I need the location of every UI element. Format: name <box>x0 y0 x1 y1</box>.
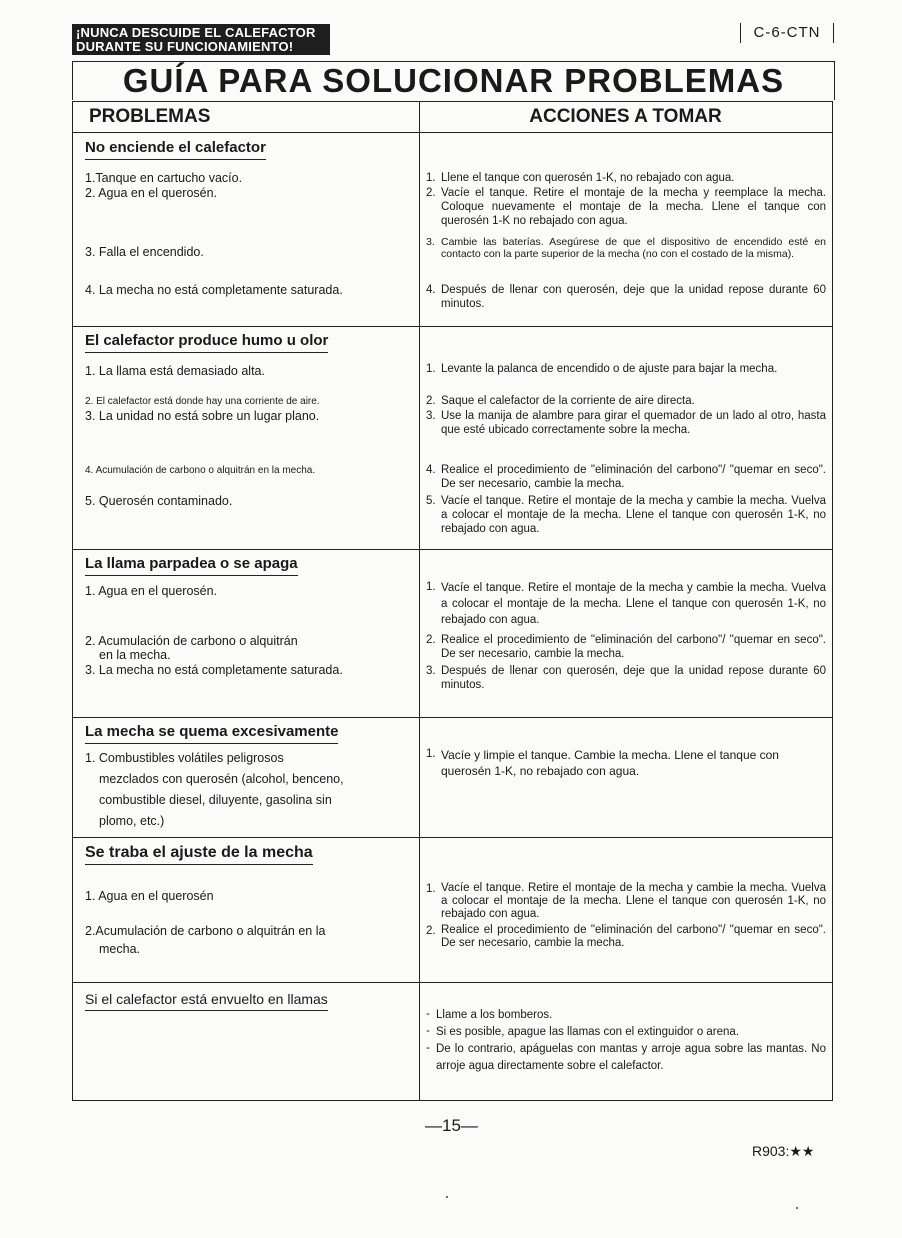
action-item <box>426 186 826 228</box>
action-text: Vacíe el tanque. Retire el montaje de la mecha y cambie la mecha. Vuelva a colocar el montaje de la mecha. Llene el tanque con querosén 1-K, no rebajado con agua. <box>441 495 826 535</box>
action-number: 1. <box>426 581 436 593</box>
action-item <box>426 580 826 628</box>
action-number: 1. <box>426 172 436 184</box>
action-number: 3. <box>426 410 436 422</box>
action-item <box>426 664 826 692</box>
action-item <box>426 283 826 311</box>
action-text: Realice el procedimiento de "eliminación del carbono"/ "quemar en seco". De ser necesario, cambie la mecha. <box>441 634 826 660</box>
problem-item: 1. La llama está demasiado alta. <box>85 364 265 378</box>
problem-item <box>85 814 415 828</box>
problem-item: 2.Acumulación de carbono o alquitrán en la <box>85 924 326 938</box>
problem-continuation: mecha. <box>99 942 140 956</box>
action-text: Vacíe el tanque. Retire el montaje de la mecha y cambie la mecha. Vuelva a colocar el montaje de la mecha. Llene el tanque con querosén 1-K, no rebajado con agua. <box>441 882 826 920</box>
action-item <box>426 924 826 950</box>
problem-item: 3. La mecha no está completamente saturada. <box>85 663 343 677</box>
action-text: Vacíe y limpie el tanque. Cambie la mecha. Llene el tanque con querosén 1-K, no rebajado con agua. <box>441 748 779 778</box>
action-bullet: - <box>426 1025 430 1037</box>
section-title: Si el calefactor está envuelto en llamas <box>85 990 328 1011</box>
section-title: No enciende el calefactor <box>85 139 266 160</box>
problem-item <box>85 793 415 807</box>
action-number: 2. <box>426 925 436 937</box>
action-item <box>426 463 826 491</box>
problem-item: 4. La mecha no está completamente saturada. <box>85 283 343 297</box>
section-divider <box>73 549 832 550</box>
problem-item <box>85 942 415 956</box>
action-text: Realice el procedimiento de "eliminación del carbono"/ "quemar en seco". De ser necesario, cambie la mecha. <box>441 924 826 949</box>
actions-header: ACCIONES A TOMAR <box>529 106 722 127</box>
action-text: Si es posible, apague las llamas con el extinguidor o arena. <box>436 1026 740 1038</box>
section-divider <box>73 326 832 327</box>
action-text: Saque el calefactor de la corriente de aire directa. <box>441 395 695 407</box>
problem-item: 1. Agua en el querosén. <box>85 584 218 598</box>
action-number: 3. <box>426 665 436 677</box>
action-number: 1. <box>426 748 436 760</box>
problem-item <box>85 648 415 662</box>
action-item <box>426 394 826 408</box>
section-divider <box>73 982 832 983</box>
action-item <box>426 362 826 376</box>
action-text: Realice el procedimiento de "eliminación del carbono"/ "quemar en seco". De ser necesario, cambie la mecha. <box>441 464 826 490</box>
action-item <box>426 1041 826 1075</box>
action-text: Llame a los bomberos. <box>436 1009 553 1021</box>
action-text: De lo contrario, apáguelas con mantas y arroje agua sobre las mantas. No arroje agua directamente sobre el calefactor. <box>436 1043 826 1072</box>
section-title: El calefactor produce humo u olor <box>85 332 328 353</box>
warning-line-1: ¡NUNCA DESCUIDE EL CALEFACTOR <box>76 25 316 40</box>
page-title: GUÍA PARA SOLUCIONAR PROBLEMAS <box>122 62 785 99</box>
scan-speck <box>796 1207 798 1209</box>
action-text: Vacíe el tanque. Retire el montaje de la mecha y cambie la mecha. Vuelva a colocar el montaje de la mecha. Llene el tanque con querosén 1-K, no rebajado con agua. <box>441 582 826 626</box>
warning-banner <box>72 24 330 55</box>
problem-continuation: en la mecha. <box>99 648 171 662</box>
action-text: Vacíe el tanque. Retire el montaje de la mecha y reemplace la mecha. Coloque nuevamente el montaje de la mecha. Llene el tanque con querosén 1-K no rebajado con agua. <box>441 187 826 227</box>
action-text: Levante la palanca de encendido o de ajuste para bajar la mecha. <box>441 363 778 375</box>
troubleshooting-table <box>72 101 833 1101</box>
action-number: 2. <box>426 634 436 646</box>
section-title: La mecha se quema excesivamente <box>85 723 338 744</box>
problems-header: PROBLEMAS <box>89 106 211 127</box>
action-number: 1. <box>426 363 436 375</box>
action-number: 5. <box>426 495 436 507</box>
action-item <box>426 882 826 921</box>
action-number: 4. <box>426 284 436 296</box>
section-divider <box>73 837 832 838</box>
header-divider <box>73 132 832 133</box>
action-item <box>426 409 826 437</box>
problem-item: 2. El calefactor está donde hay una corriente de aire. <box>85 396 320 407</box>
problem-item: 2. Agua en el querosén. <box>85 186 218 200</box>
action-number: 2. <box>426 395 436 407</box>
column-divider <box>419 102 420 1100</box>
action-item <box>426 1007 826 1024</box>
problem-continuation: mezclados con querosén (alcohol, benceno, <box>99 772 344 786</box>
page-number: —15— <box>425 1116 478 1135</box>
action-item <box>426 236 826 260</box>
problem-continuation: combustible diesel, diluyente, gasolina sin <box>99 793 332 807</box>
scan-speck <box>446 1196 448 1198</box>
problem-continuation: plomo, etc.) <box>99 814 165 828</box>
problem-item: 2. Acumulación de carbono o alquitrán <box>85 634 298 648</box>
footer-code: R903:★★ <box>752 1143 815 1159</box>
section-title: Se traba el ajuste de la mecha <box>85 844 313 865</box>
action-text: Use la manija de alambre para girar el quemador de un lado al otro, hasta que esté ubicado correctamente sobre la mecha. <box>441 410 826 436</box>
action-number: 2. <box>426 187 436 199</box>
action-number: 1. <box>426 883 436 895</box>
problem-item: 4. Acumulación de carbono o alquitrán en la mecha. <box>85 465 316 476</box>
action-bullet: - <box>426 1042 430 1054</box>
problem-item: 3. La unidad no está sobre un lugar plano. <box>85 409 320 423</box>
action-number: 4. <box>426 464 436 476</box>
problem-item: 5. Querosén contaminado. <box>85 494 233 508</box>
problem-item: 3. Falla el encendido. <box>85 245 204 259</box>
action-item <box>426 633 826 661</box>
problem-item <box>85 772 415 786</box>
action-item <box>426 171 826 185</box>
title-box <box>72 61 835 100</box>
problem-item: 1. Combustibles volátiles peligrosos <box>85 751 284 765</box>
action-text: Cambie las baterías. Asegúrese de que el dispositivo de encendido esté en contacto con la parte superior de la mecha (no con el costado de la misma). <box>441 236 826 260</box>
warning-line-2: DURANTE SU FUNCIONAMIENTO! <box>76 39 294 54</box>
action-item <box>426 494 826 536</box>
action-text: Llene el tanque con querosén 1-K, no rebajado con agua. <box>441 172 735 184</box>
section-title: La llama parpadea o se apaga <box>85 555 298 576</box>
action-bullet: - <box>426 1008 430 1020</box>
action-item <box>426 1024 826 1041</box>
action-item <box>426 747 826 779</box>
problem-item: 1. Agua en el querosén <box>85 889 214 903</box>
action-text: Después de llenar con querosén, deje que la unidad repose durante 60 minutos. <box>441 665 826 691</box>
action-number: 3. <box>426 236 435 248</box>
model-code: C-6-CTN <box>740 23 834 43</box>
problem-item: 1.Tanque en cartucho vacío. <box>85 171 243 185</box>
action-text: Después de llenar con querosén, deje que la unidad repose durante 60 minutos. <box>441 284 826 310</box>
section-divider <box>73 717 832 718</box>
